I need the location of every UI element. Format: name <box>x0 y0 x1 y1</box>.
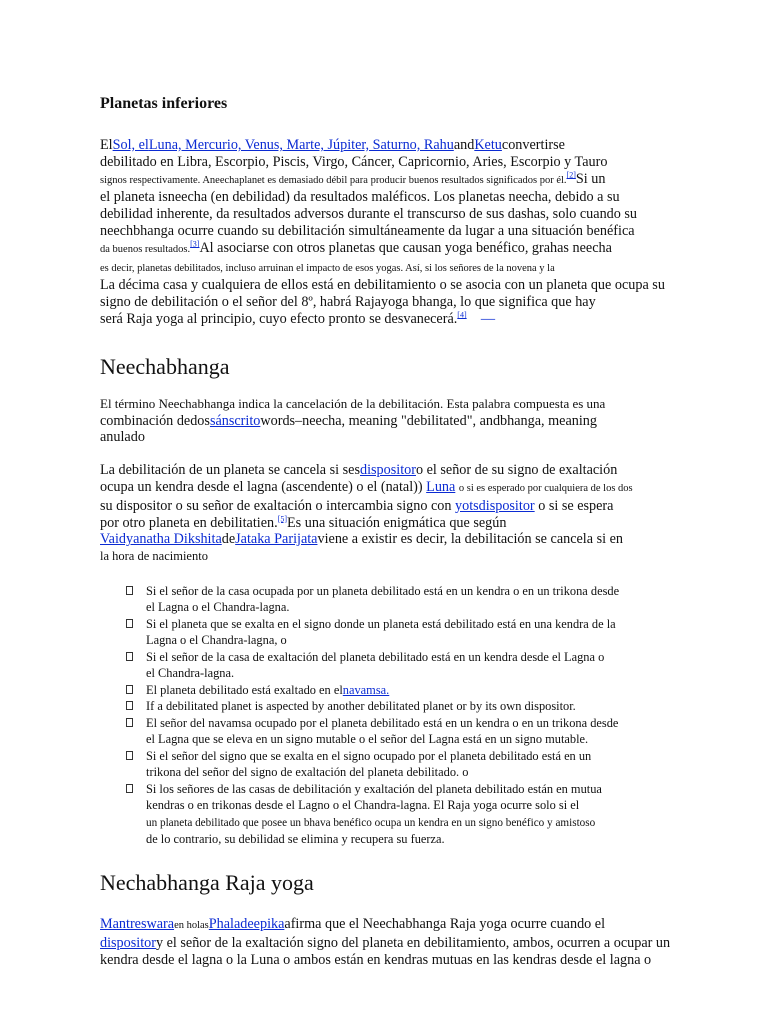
link-planets[interactable]: Luna, Mercurio, Venus, Marte, Júpiter, Saturno, Rahu <box>148 137 454 153</box>
text: el planeta isneecha (en debilidad) da resultados maléficos. Los planetas neecha, debido a su <box>100 189 620 206</box>
bullet-box-icon <box>126 751 133 760</box>
list-item <box>126 649 690 682</box>
text: signo de debilitación o el señor del 8º, habrá Rajayoga bhanga, lo que significa que hay <box>100 294 596 311</box>
text: kendra desde el lagna o la Luna o ambos están en kendras mutuas en las kendras desde el lagna o <box>100 951 652 968</box>
text: combinación dedos <box>100 412 210 429</box>
text: El planeta debilitado está exaltado en el <box>146 682 343 697</box>
text: de <box>221 531 236 548</box>
link-dispositor-2[interactable]: dispositor <box>100 934 156 951</box>
text: el Lagna o el Chandra-lagna. <box>146 600 290 615</box>
paragraph-neechabhanga-conditions <box>100 462 690 565</box>
dash-link[interactable]: — <box>480 310 495 327</box>
text: Es una situación enigmática que según <box>287 514 507 531</box>
text: debilidad inherente, da resultados adversos durante el transcurso de sus dashas, solo cuando su <box>100 206 638 223</box>
text: Al asociarse con otros planetas que causan yoga benéfico, grahas neecha <box>199 239 612 256</box>
text: es decir, planetas debilitados, incluso arruinan el impacto de esos yogas. Así, si los señores de la novena y la <box>100 262 555 274</box>
text: Lagna o el Chandra-lagna, o <box>146 633 287 648</box>
text: If a debilitated planet is aspected by another debilitated planet or by its own dispositor. <box>146 699 576 714</box>
link-mantreswara[interactable]: Mantreswara <box>100 915 175 932</box>
link-ketu[interactable]: Ketu <box>474 137 502 153</box>
link-jataka-parijata[interactable]: Jataka Parijata <box>235 531 318 548</box>
bullet-box-icon <box>126 652 133 661</box>
link-dispositor[interactable]: dispositor <box>360 462 416 479</box>
link-navamsa[interactable]: navamsa. <box>342 682 390 697</box>
text: o el señor de su signo de exaltación <box>415 462 618 479</box>
text: será Raja yoga al principio, cuyo efecto pronto se desvanecerá. <box>100 310 458 327</box>
bullet-box-icon <box>126 586 133 595</box>
bullet-box-icon <box>126 619 133 628</box>
text: El término Neechabhanga indica la cancelación de la debilitación. Esta palabra compuesta es una <box>100 395 606 411</box>
text: signos respectivamente. Aneechaplanet es demasiado débil para producir buenos resultados significados por él. <box>100 174 567 186</box>
text: por otro planeta en debilitatien. <box>100 514 278 531</box>
list-item <box>126 748 690 781</box>
link-vaidyanatha-dikshita[interactable]: Vaidyanatha Dikshita <box>100 531 222 548</box>
list-item <box>126 583 690 616</box>
text: neechbhanga ocurre cuando su debilitación simultáneamente da lugar a una situación benéfica <box>100 222 635 239</box>
text: y el señor de la exaltación signo del planeta en debilitamiento, ambos, ocurren a ocupar un <box>155 934 671 951</box>
paragraph-nechabhanga-raja-yoga <box>100 916 690 968</box>
heading-nechabhanga-raja-yoga: Nechabhanga Raja yoga <box>100 869 314 895</box>
text: el Lagna que se eleva en un signo mutable o el señor del Lagna está en un signo mutable. <box>146 732 589 747</box>
text: El señor del navamsa ocupado por el planeta debilitado está en un kendra o en un trikona desde <box>146 715 619 730</box>
citation-3[interactable]: [3] <box>190 239 200 249</box>
list-item <box>126 682 690 699</box>
text: Si el señor de la casa de exaltación del planeta debilitado está en un kendra desde el Lagna o <box>146 649 605 664</box>
bullet-box-icon <box>126 718 133 727</box>
text: afirma que el Neechabhanga Raja yoga ocurre cuando el <box>284 915 606 932</box>
text: ocupa un kendra desde el lagna (ascendente) o el (natal)) <box>100 478 423 495</box>
bullet-box-icon <box>126 701 133 710</box>
paragraph-neechabhanga-intro <box>100 396 690 446</box>
link-sanscrito[interactable]: sánscrito <box>209 412 261 429</box>
text: o si se espera <box>538 497 614 514</box>
heading-planetas-inferiores: Planetas inferiores <box>100 95 228 112</box>
text: anulado <box>100 429 145 446</box>
citation-4[interactable]: [4] <box>457 310 467 320</box>
paragraph-planetas-inferiores <box>100 137 690 328</box>
citation-2[interactable]: [2] <box>566 169 576 179</box>
list-item <box>126 715 690 748</box>
text: Si el señor del signo que se exalta en el signo ocupado por el planeta debilitado está en un <box>146 748 592 763</box>
text: la hora de nacimiento <box>100 549 208 564</box>
text: La debilitación de un planeta se cancela si ses <box>100 462 360 479</box>
text: de lo contrario, su debilidad se elimina y recupera su fuerza. <box>146 832 445 847</box>
text: el Chandra-lagna. <box>146 666 235 681</box>
text: kendras o en trikonas desde el Lagno o el Chandra-lagna. El Raja yoga ocurre solo si el <box>146 798 580 813</box>
bullet-box-icon <box>126 685 133 694</box>
text: El <box>100 137 113 153</box>
text: en holas <box>174 919 209 931</box>
text: su dispositor o su señor de exaltación o intercambia signo con <box>100 497 452 514</box>
text: Si un <box>575 170 606 187</box>
text: da buenos resultados. <box>100 243 191 255</box>
text: and <box>453 137 475 153</box>
link-phaladeepika[interactable]: Phaladeepika <box>208 915 285 932</box>
list-item <box>126 698 690 715</box>
cancellation-conditions-list <box>100 583 690 848</box>
link-yotsdispositor[interactable]: yotsdispositor <box>455 497 535 514</box>
link-luna[interactable]: Luna <box>426 478 456 495</box>
list-item <box>126 781 690 848</box>
text: words–neecha, meaning "debilitated", andbhanga, meaning <box>260 412 597 429</box>
text: o si es esperado por cualquiera de los dos <box>458 482 633 494</box>
text: trikona del señor del signo de exaltación del planeta debilitado. o <box>146 765 469 780</box>
bullet-box-icon <box>126 784 133 793</box>
citation-5[interactable]: [5] <box>277 513 288 523</box>
text: debilitado en Libra, Escorpio, Piscis, Virgo, Cáncer, Capricornio, Aries, Escorpio y Tauro <box>100 153 608 170</box>
text: La décima casa y cualquiera de ellos está en debilitamiento o se asocia con un planeta que ocupa su <box>100 277 665 294</box>
text: viene a existir es decir, la debilitación se cancela si en <box>317 531 623 548</box>
text: Si el señor de la casa ocupada por un planeta debilitado está en un kendra o en un trikona desde <box>146 583 620 598</box>
text: un planeta debilitado que posee un bhava benéfico ocupa un kendra en un signo benéfico y amistoso <box>146 816 596 829</box>
text: Si los señores de las casas de debilitación y exaltación del planeta debilitado están en mutua <box>146 781 602 796</box>
document-content <box>100 93 690 968</box>
heading-neechabhanga: Neechabhanga <box>100 353 230 379</box>
text: convertirse <box>501 137 565 153</box>
link-sol[interactable]: Sol, el <box>112 137 149 153</box>
list-item <box>126 616 690 649</box>
text: Si el planeta que se exalta en el signo donde un planeta está debilitado está en una kendra de la <box>146 616 616 631</box>
